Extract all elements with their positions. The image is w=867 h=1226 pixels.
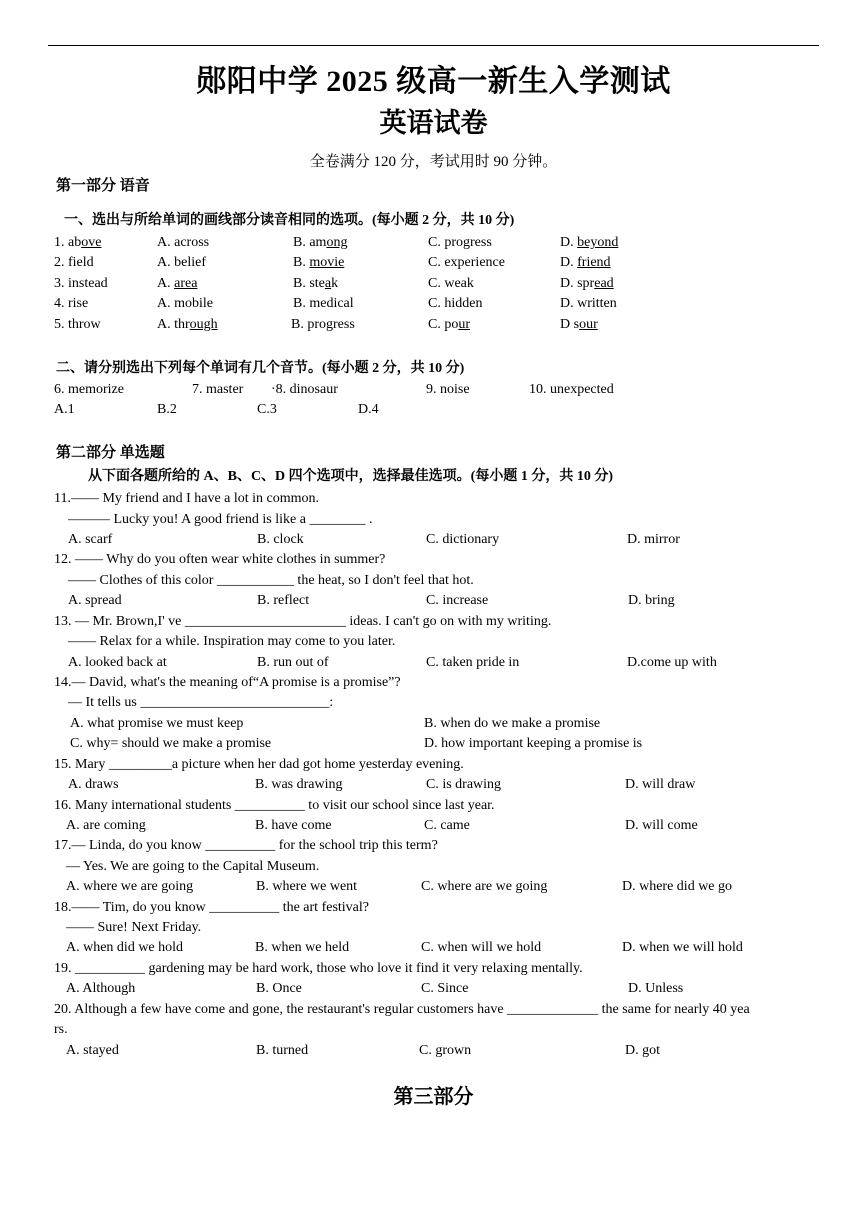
q20-option-c: C. grown [419,1043,472,1058]
phonetics-q5-q [54,315,101,335]
underlined-letters: beyond [577,235,619,250]
option-text: C. experience [428,255,505,270]
phonetics-q3-c [428,274,474,294]
phonetics-q3-q [54,274,108,294]
question-20-line1: 20. Although a few have come and gone, the restaurant's regular customers have _____________ the same for nearly 40 yea [54,1002,750,1017]
phonetics-q3-b [293,274,338,294]
q17-option-b: B. where we went [256,879,358,894]
q17-option-c: C. where are we going [421,879,548,894]
phonetics-q2-a [157,253,206,273]
option-text: B. progress [291,317,355,332]
underlined-letters: ong [326,235,348,250]
q15-option-c: C. is drawing [426,777,502,792]
q19-option-c: C. Since [421,981,469,996]
q16-option-d: D. will come [625,818,698,833]
underlined-letters: ove [81,235,102,250]
question-17-line1: 17.— Linda, do you know __________ for the school trip this term? [54,838,438,853]
option-text: 2. field [54,255,94,270]
question-16-line1: 16. Many international students __________ to visit our school since last year. [54,798,495,813]
question-12-line1: 12. —— Why do you often wear white clothes in summer? [54,552,386,567]
question-14-option-d: D. how important keeping a promise is [424,736,643,751]
phonetics-q5-a [157,315,218,335]
phonetics-q1-q [54,233,101,253]
option-text: D s [560,317,580,332]
syllable-word-10: 10. unexpected [529,382,614,397]
question-17-line2: — Yes. We are going to the Capital Museum. [66,859,320,874]
question-13-line1: 13. — Mr. Brown,I' ve _______________________ ideas. I can't go on with my writing. [54,614,552,629]
q18-option-d: D. when we will hold [622,940,743,955]
q12-option-b: B. reflect [257,593,310,608]
q15-option-a: A. draws [68,777,119,792]
phonetics-q4-c [428,294,482,314]
q15-option-d: D. will draw [625,777,696,792]
option-text: 5. throw [54,317,101,332]
question-11-line2: ——— Lucky you! A good friend is like a ________ . [68,512,373,527]
phonetics-q2-b [293,253,344,273]
phonetics-q1-d [560,233,618,253]
q13-option-d: D.come up with [627,655,717,670]
underlined-letters: friend [577,255,611,270]
syllable-word-6: 6. memorize [54,382,124,397]
question-15-line1: 15. Mary _________a picture when her dad got home yesterday evening. [54,757,464,772]
q16-option-b: B. have come [255,818,332,833]
option-text: C. po [428,317,459,332]
part2-instruction: 从下面各题所给的 A、B、C、D 四个选项中，选择最佳选项。(每小题 1 分，共 10 分) [88,469,613,484]
question-18-line2: —— Sure! Next Friday. [66,920,202,935]
part1-sec1-instruction: 一、选出与所给单词的画线部分读音相同的选项。(每小题 2 分，共 10 分) [64,213,515,228]
question-13-line2: —— Relax for a while. Inspiration may come to you later. [68,634,396,649]
underlined-letters: ead [594,276,614,291]
syllable-option-b: B.2 [157,402,177,417]
phonetics-q4-d [560,294,617,314]
option-text: A. [157,276,175,291]
q12-option-d: D. bring [628,593,675,608]
syllable-word-7: 7. master [192,382,244,397]
q18-option-c: C. when will we hold [421,940,542,955]
syllable-option-c: C.3 [257,402,277,417]
part2-heading: 第二部分 单选题 [56,445,165,461]
q13-option-c: C. taken pride in [426,655,520,670]
q12-option-c: C. increase [426,593,489,608]
option-text: 3. instead [54,276,108,291]
phonetics-q1-c [428,233,492,253]
underlined-letters: a [324,276,332,291]
phonetics-q2-c [428,253,505,273]
phonetics-q4-q [54,294,88,314]
option-text: C. progress [428,235,492,250]
q19-option-d: D. Unless [628,981,684,996]
phonetics-q5-c [428,315,470,335]
header-rule [48,45,819,46]
phonetics-q2-q [54,253,94,273]
phonetics-q3-a [157,274,197,294]
option-text: B. am [293,235,327,250]
question-14-option-a: A. what promise we must keep [70,716,244,731]
option-text: D. written [560,296,617,311]
q19-option-b: B. Once [256,981,302,996]
underlined-letters: our [579,317,598,332]
part3-heading: 第三部分 [393,1086,474,1108]
phonetics-q2-d [560,253,611,273]
question-14-option-c: C. why= should we make a promise [70,736,272,751]
phonetics-q5-d [560,315,598,335]
syllable-option-d: D.4 [358,402,379,417]
phonetics-q5-b [291,315,355,335]
q16-option-a: A. are coming [66,818,146,833]
q16-option-c: C. came [424,818,470,833]
phonetics-q1-a [157,233,209,253]
phonetics-q1-b [293,233,347,253]
question-12-line2: —— Clothes of this color ___________ the heat, so I don't feel that hot. [68,573,474,588]
option-text: B. ste [293,276,325,291]
exam-note: 全卷满分 120 分，考试用时 90 分钟。 [309,154,558,170]
option-text: A. across [157,235,210,250]
option-text: D. [560,255,578,270]
option-text: A. belief [157,255,206,270]
question-20-line2: rs. [54,1022,68,1037]
phonetics-q4-b [293,294,354,314]
underlined-letters: movie [309,255,345,270]
q11-option-a: A. scarf [68,532,113,547]
phonetics-q3-d [560,274,614,294]
option-text: k [331,276,339,291]
underlined-letters: ough [189,317,218,332]
question-14-option-b: B. when do we make a promise [424,716,601,731]
option-text: C. hidden [428,296,483,311]
phonetics-q4-a [157,294,213,314]
underlined-letters: area [174,276,198,291]
q19-option-a: A. Although [66,981,136,996]
question-18-line1: 18.—— Tim, do you know __________ the art festival? [54,900,369,915]
question-11-line1: 11.—— My friend and I have a lot in common. [54,491,320,506]
exam-title: 郧阳中学 2025 级高一新生入学测试 [196,65,671,98]
q15-option-b: B. was drawing [255,777,343,792]
option-text: D. [560,235,578,250]
q13-option-b: B. run out of [257,655,329,670]
option-text: A. mobile [157,296,213,311]
question-14-line2: — It tells us ___________________________: [68,695,334,710]
q18-option-b: B. when we held [255,940,350,955]
q17-option-a: A. where we are going [66,879,194,894]
q20-option-a: A. stayed [66,1043,119,1058]
q13-option-a: A. looked back at [68,655,167,670]
syllable-option-a: A.1 [54,402,75,417]
option-text: 1. ab [54,235,82,250]
option-text: A. thr [157,317,190,332]
option-text: C. weak [428,276,474,291]
q11-option-c: C. dictionary [426,532,500,547]
q12-option-a: A. spread [68,593,122,608]
part1-sec2-instruction: 二、请分别选出下列每个单词有几个音节。(每小题 2 分，共 10 分) [56,361,465,376]
q17-option-d: D. where did we go [622,879,733,894]
q20-option-d: D. got [625,1043,660,1058]
q11-option-d: D. mirror [627,532,680,547]
q20-option-b: B. turned [256,1043,309,1058]
option-text: B. [293,255,310,270]
option-text: B. medical [293,296,354,311]
option-text: D. spr [560,276,595,291]
exam-subtitle: 英语试卷 [379,108,488,138]
syllable-word-8: ·8. dinosaur [271,382,338,397]
option-text: 4. rise [54,296,89,311]
underlined-letters: ur [458,317,471,332]
question-14-line1: 14.— David, what's the meaning of“A promise is a promise”? [54,675,401,690]
question-19-line1: 19. __________ gardening may be hard work, those who love it find it very relaxing mentally. [54,961,583,976]
q11-option-b: B. clock [257,532,304,547]
part1-heading: 第一部分 语音 [56,178,150,194]
q18-option-a: A. when did we hold [66,940,184,955]
syllable-word-9: 9. noise [426,382,470,397]
